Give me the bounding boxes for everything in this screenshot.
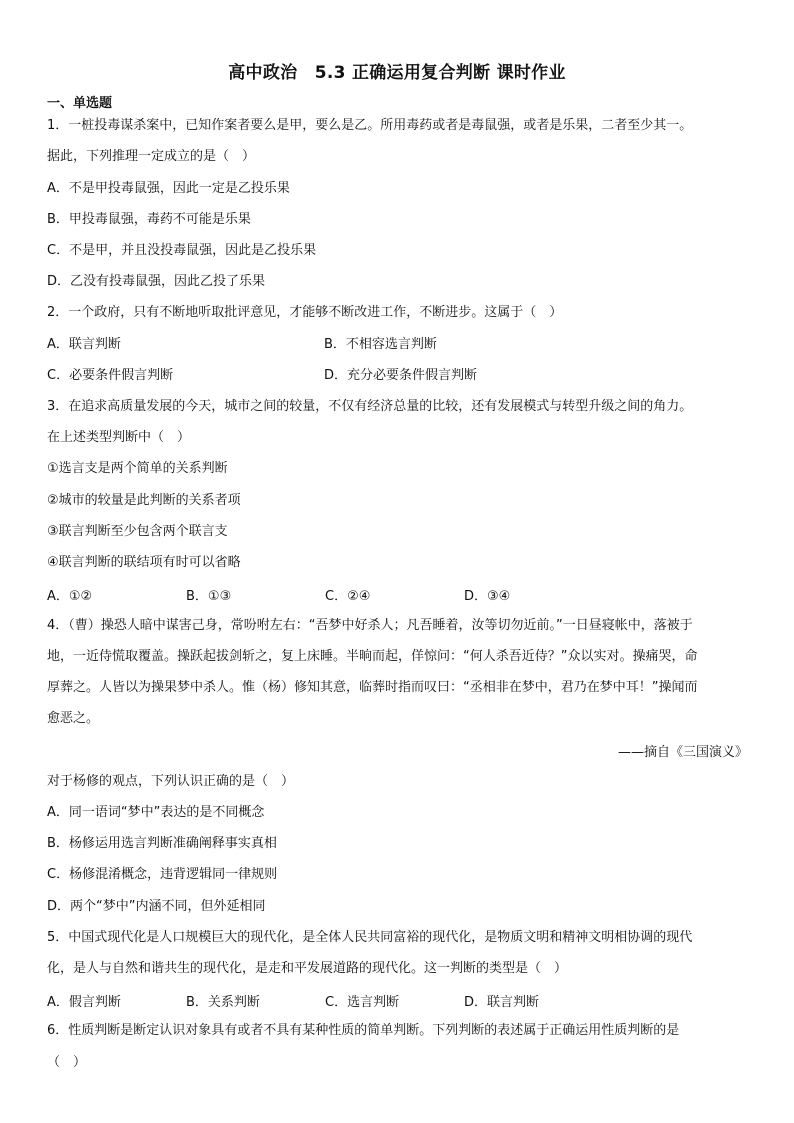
question-2-option-d: D．充分必要条件假言判断	[324, 368, 478, 383]
question-4-option-b: B．杨修运用选言判断准确阐释事实真相	[47, 836, 277, 851]
question-3-statement-3: ③联言判断至少包含两个联言支	[47, 524, 228, 539]
question-3-option-c: C．②④	[325, 589, 371, 604]
question-5-option-c: C．选言判断	[325, 995, 400, 1010]
question-1-stem: 1．一桩投毒谋杀案中，已知作案者要么是甲，要么是乙。所用毒药或者是毒鼠强，或者是乐果，二者至少其一。	[47, 118, 693, 133]
question-4-stem: 对于杨修的观点，下列认识正确的是（ ）	[47, 774, 295, 789]
question-5-stem-cont: 化，是人与自然和谐共生的现代化，是走和平发展道路的现代化。这一判断的类型是（ ）	[47, 961, 568, 976]
question-4-source: ——摘自《三国演义》	[617, 745, 748, 760]
question-1-option-c: C．不是甲，并且没投毒鼠强，因此是乙投乐果	[47, 243, 317, 258]
question-3-stem: 3．在追求高质量发展的今天，城市之间的较量，不仅有经济总量的比较，还有发展模式与转型升级之间的角力。	[47, 399, 693, 414]
question-5-stem: 5．中国式现代化是人口规模巨大的现代化，是全体人民共同富裕的现代化，是物质文明和精神文明相协调的现代	[47, 930, 693, 945]
question-6-stem-cont: （ ）	[47, 1055, 87, 1070]
question-3-statement-4: ④联言判断的联结项有时可以省略	[47, 555, 241, 570]
question-4-passage-line-2: 地，一近侍慌取覆盖。操跃起拔剑斩之，复上床睡。半晌而起，佯惊问：“何人杀吾近侍？”众以实对。操痛哭，命	[47, 649, 698, 664]
question-6-stem: 6．性质判断是断定认识对象具有或者不具有某种性质的简单判断。下列判断的表述属于正确运用性质判断的是	[47, 1023, 680, 1038]
question-3-option-d: D．③④	[464, 589, 511, 604]
question-4-option-a: A．同一语词“梦中”表达的是不同概念	[47, 805, 265, 820]
question-5-option-b: B．关系判断	[186, 995, 260, 1010]
question-1-option-d: D．乙没有投毒鼠强，因此乙投了乐果	[47, 274, 266, 289]
question-3-option-b: B．①③	[186, 589, 232, 604]
question-2-option-b: B．不相容选言判断	[324, 337, 437, 352]
question-4-passage-line-3: 厚葬之。人皆以为操果梦中杀人。惟（杨）修知其意，临葬时指而叹曰：“丞相非在梦中，君乃在梦中耳！”操闻而	[47, 680, 698, 695]
question-4-passage-line-1: 4．（曹）操恐人暗中谋害己身，常吩咐左右：“吾梦中好杀人；凡吾睡着，汝等切勿近前。”一日昼寝帐中，落被于	[47, 618, 693, 633]
question-3-stem-cont: 在上述类型判断中（ ）	[47, 430, 191, 445]
question-3-options	[47, 585, 767, 603]
question-1-option-a: A．不是甲投毒鼠强，因此一定是乙投乐果	[47, 181, 290, 196]
question-2-option-a: A．联言判断	[47, 337, 121, 352]
question-4-option-d: D．两个“梦中”内涵不同，但外延相同	[47, 899, 266, 914]
question-3-option-a: A．①②	[47, 589, 93, 604]
question-5-option-d: D．联言判断	[464, 995, 540, 1010]
question-1-stem-cont: 据此，下列推理一定成立的是（ ）	[47, 149, 256, 164]
question-5-options	[47, 991, 767, 1009]
question-2-option-c: C．必要条件假言判断	[47, 368, 174, 383]
page-title: 高中政治 5.3 正确运用复合判断 课时作业	[228, 63, 566, 83]
question-3-statement-1: ①选言支是两个简单的关系判断	[47, 461, 228, 476]
question-5-option-a: A．假言判断	[47, 995, 121, 1010]
section-heading: 一、单选题	[47, 96, 113, 111]
question-2-stem: 2．一个政府，只有不断地听取批评意见，才能够不断改进工作，不断进步。这属于（ ）	[47, 305, 563, 320]
question-1-option-b: B．甲投毒鼠强，毒药不可能是乐果	[47, 212, 251, 227]
question-4-option-c: C．杨修混淆概念，违背逻辑同一律规则	[47, 867, 278, 882]
question-3-statement-2: ②城市的较量是此判断的关系者项	[47, 493, 241, 508]
question-4-passage-line-4: 愈恶之。	[47, 711, 100, 726]
